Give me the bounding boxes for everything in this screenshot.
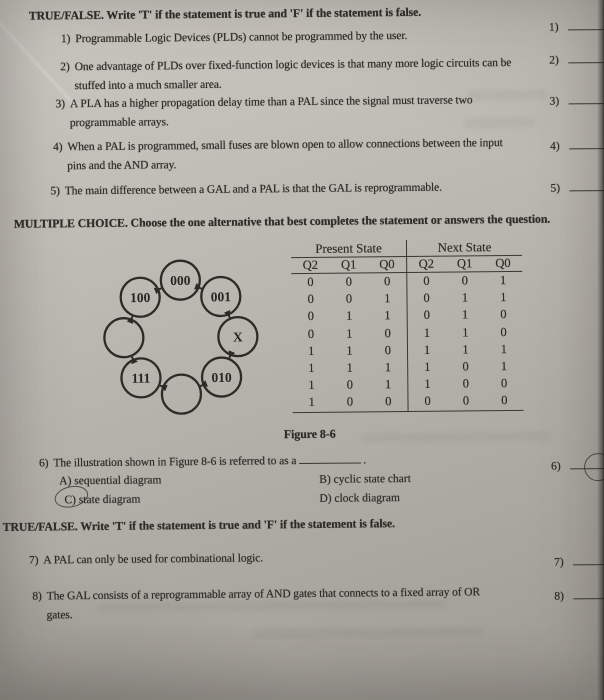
table-cell: 0 (346, 394, 354, 409)
question-1 (61, 27, 407, 49)
question-5-number: 5) (50, 185, 60, 198)
state-transition-arrow (199, 288, 201, 289)
paper-smudge (468, 90, 548, 101)
question-7-text: A PAL can only be used for combinational logic. (43, 552, 264, 567)
answer-6-number: 6) (551, 460, 561, 473)
state-node-label: 000 (170, 272, 191, 289)
question-2-text: One advantage of PLDs over fixed-function logic devices is that many more logic circuits can be (74, 56, 512, 74)
question-1-text: Programmable Logic Devices (PLDs) cannot be programmed by the user. (75, 29, 408, 46)
table-cell: 1 (384, 360, 392, 375)
table-cell: 1 (500, 358, 508, 374)
table-cell: 0 (406, 290, 445, 308)
state-transition-arrow (200, 385, 202, 386)
table-group-header-present-state: Present State (291, 240, 406, 258)
table-cell: 1 (308, 360, 315, 375)
table-group-header-next-state: Next State (406, 239, 522, 257)
table-cell: 0 (345, 291, 353, 306)
answer-3-number: 3) (549, 95, 560, 108)
state-transition-arrow (132, 357, 133, 359)
state-transition-arrow (229, 356, 230, 358)
state-transition-arrow (159, 288, 161, 289)
answer-slot-2 (549, 51, 604, 69)
table-cell: 1 (345, 308, 353, 323)
table-cell: 0 (500, 324, 507, 339)
table-cell: 1 (346, 360, 353, 375)
table-cell: 1 (384, 291, 391, 306)
question-8-text-line2: gates. (46, 609, 73, 622)
table-column-header: Q2 (406, 257, 445, 272)
table-cell: 1 (407, 341, 446, 359)
question-4-number: 4) (52, 141, 63, 154)
state-node-label: X (232, 329, 243, 345)
question-2-text-line2: stuffed into a much smaller area. (74, 78, 222, 93)
table-cell: 0 (407, 307, 446, 325)
table-cell: 1 (500, 341, 507, 356)
section-header-truefalse-1: TRUE/FALSE. Write 'T' if the statement is true and 'F' if the statement is false. (28, 4, 422, 23)
table-cell: 0 (500, 376, 508, 391)
question-6-option-c: C) state diagram (64, 493, 141, 507)
table-cell: 1 (462, 324, 469, 340)
table-cell: 1 (384, 377, 392, 392)
question-2 (60, 54, 511, 96)
question-3-text: A PLA has a higher propagation delay time than a PAL since the signal must traverse two (69, 94, 473, 111)
table-cell: 0 (345, 274, 353, 289)
state-diagram (97, 251, 265, 423)
table-cell: 1 (462, 342, 469, 357)
answer-7-number: 7) (553, 556, 564, 569)
table-cell: 1 (308, 378, 315, 393)
table-cell: 0 (501, 393, 508, 408)
state-node-blank (104, 318, 143, 357)
table-row (291, 272, 522, 291)
question-6-option-b: B) cyclic state chart (319, 472, 411, 486)
table-cell: 0 (383, 274, 391, 289)
table-column-header: Q1 (340, 257, 357, 272)
answer-slot-3 (550, 92, 604, 110)
state-transition-arrow (160, 385, 162, 386)
question-6-inline-blank (299, 451, 361, 464)
state-transition-arrow (229, 315, 230, 317)
table-cell: 1 (346, 343, 353, 358)
table-cell: 0 (462, 359, 469, 374)
state-node-label: 100 (129, 289, 151, 306)
question-8-number: 8) (32, 590, 42, 603)
table-cell: 0 (384, 342, 392, 357)
answer-slot-5 (550, 179, 604, 197)
table-cell: 1 (407, 359, 446, 377)
table-cell: 1 (308, 395, 315, 410)
question-3-number: 3) (55, 98, 66, 111)
table-row (292, 341, 523, 360)
table-cell: 0 (346, 377, 354, 392)
table-cell: 0 (307, 326, 315, 341)
table-cell: 1 (384, 308, 391, 323)
table-cell: 0 (307, 274, 314, 289)
answer-8-number: 8) (554, 590, 565, 603)
paper-smudge (253, 627, 483, 638)
section-header-multiple-choice: MULTIPLE CHOICE. Choose the one alternative that best completes the statement or answers the question. (13, 211, 551, 231)
question-6-option-a: A) sequential diagram (59, 474, 162, 488)
table-row (291, 289, 522, 308)
table-cell: 0 (307, 309, 315, 324)
photo-edge-shadow (597, 0, 604, 700)
table-cell: 1 (461, 307, 469, 322)
state-node-label: 111 (131, 370, 151, 386)
state-node-label: 001 (210, 289, 231, 305)
question-6-period: . (363, 454, 367, 467)
table-cell: 0 (385, 394, 392, 409)
table-row (292, 306, 523, 325)
table-cell: 0 (407, 393, 446, 411)
table-cell: 1 (407, 324, 446, 342)
table-column-header: Q1 (456, 256, 473, 271)
table-cell: 0 (307, 292, 314, 307)
state-transition-arrow (132, 316, 133, 318)
answer-1-number: 1) (548, 21, 559, 34)
answer-4-number: 4) (550, 140, 560, 153)
table-column-header: Q0 (495, 255, 511, 271)
question-8-text: The GAL consists of a reprogrammable array of AND gates that connects to a fixed array of OR (46, 586, 481, 603)
question-6-number: 6) (39, 457, 49, 470)
question-4 (53, 134, 503, 176)
question-5-text: The main difference between a GAL and a PAL is that the GAL is reprogrammable. (64, 181, 442, 198)
table-cell: 0 (500, 307, 507, 322)
answer-slot-4 (550, 137, 604, 155)
question-6-option-d: D) clock diagram (319, 492, 400, 505)
table-cell: 1 (407, 376, 446, 394)
question-6 (39, 451, 366, 473)
state-table-body (291, 272, 523, 413)
question-4-text-line2: pins and the AND array. (67, 159, 177, 173)
table-cell: 1 (500, 290, 507, 305)
table-cell: 0 (462, 376, 469, 391)
paper-smudge (361, 432, 551, 443)
table-row (292, 375, 523, 394)
state-node-label: 010 (211, 369, 232, 385)
section-header-truefalse-2: TRUE/FALSE. Write 'T' if the statement is true and 'F' if the statement is false. (2, 516, 396, 534)
answer-slot-1 (549, 18, 604, 36)
table-cell: 0 (406, 273, 445, 291)
question-7-number: 7) (28, 554, 39, 567)
state-node-blank (162, 374, 201, 413)
question-3-text-line2: programmable arrays. (69, 116, 169, 130)
table-row (292, 323, 523, 342)
question-1-number: 1) (60, 33, 71, 46)
table-cell: 1 (499, 273, 507, 288)
table-column-header: Q0 (379, 257, 395, 272)
table-cell: 1 (461, 290, 469, 305)
question-5 (50, 179, 442, 202)
question-3 (56, 91, 473, 133)
table-cell: 0 (384, 325, 391, 340)
paper-smudge (464, 118, 534, 129)
figure-caption: Figure 8-6 (283, 426, 336, 442)
question-7 (29, 549, 263, 570)
table-row (292, 358, 523, 377)
table-cell: 1 (346, 326, 353, 341)
answer-2-number: 2) (549, 54, 559, 67)
table-cell: 0 (461, 273, 469, 288)
state-table-group-header-row (291, 239, 522, 258)
answer-5-number: 5) (550, 182, 561, 195)
table-cell: 0 (462, 393, 470, 408)
question-4-text: When a PAL is programmed, small fuses are blown open to allow connections between the input (67, 137, 503, 154)
table-row (292, 392, 523, 411)
state-table (291, 239, 524, 413)
question-2-number: 2) (60, 61, 70, 74)
table-column-header: Q2 (302, 257, 319, 272)
question-6-text: The illustration shown in Figure 8-6 is referred to as a (53, 455, 297, 470)
table-cell: 1 (307, 343, 315, 358)
